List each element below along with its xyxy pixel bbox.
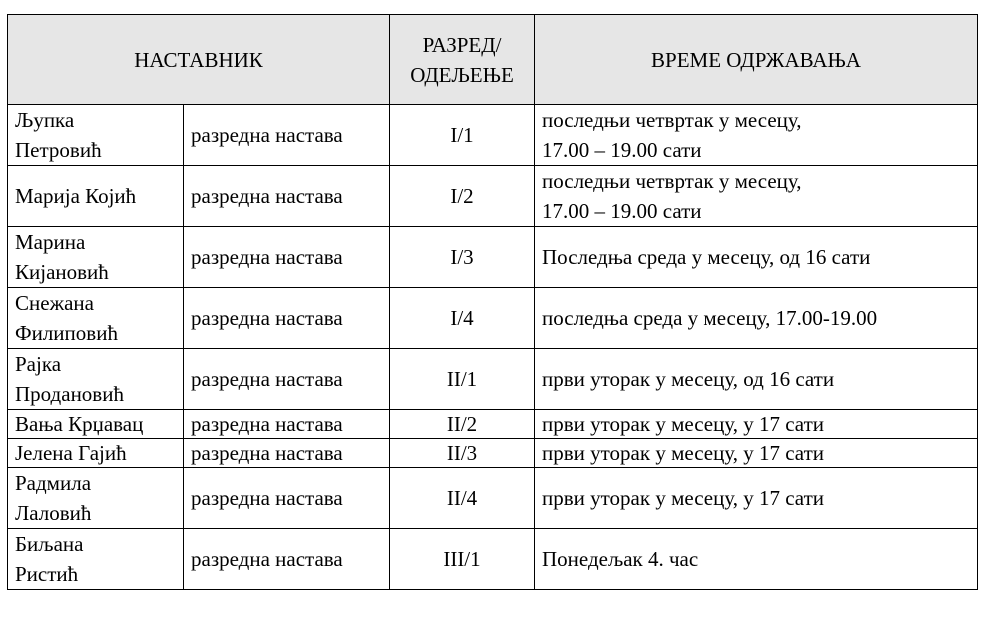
subject-cell: разредна настава <box>184 349 390 410</box>
table-body <box>8 105 978 590</box>
time-cell: последњи четвртак у месецу, 17.00 – 19.00 сати <box>535 166 978 227</box>
teacher-name: Рајка Продановић <box>8 349 184 410</box>
teacher-name: Вања Крџавац <box>8 410 184 439</box>
time-cell: последњи четвртак у месецу, 17.00 – 19.00 сати <box>535 105 978 166</box>
time-cell: први уторак у месецу, у 17 сати <box>535 468 978 529</box>
table-row <box>8 529 978 590</box>
subject-cell: разредна настава <box>184 529 390 590</box>
teacher-name: Марија Којић <box>8 166 184 227</box>
table-row <box>8 349 978 410</box>
time-cell: први уторак у месецу, од 16 сати <box>535 349 978 410</box>
table-row <box>8 105 978 166</box>
teacher-name: Биљана Ристић <box>8 529 184 590</box>
header-teacher: НАСТАВНИК <box>8 15 390 105</box>
grade-cell: I/3 <box>390 227 535 288</box>
grade-cell: I/2 <box>390 166 535 227</box>
subject-cell: разредна настава <box>184 105 390 166</box>
teacher-name: Љупка Петровић <box>8 105 184 166</box>
time-cell: Понедељак 4. час <box>535 529 978 590</box>
time-cell: Последња среда у месецу, од 16 сати <box>535 227 978 288</box>
subject-cell: разредна настава <box>184 468 390 529</box>
table-row <box>8 166 978 227</box>
table-header <box>8 15 978 105</box>
time-cell: последња среда у месецу, 17.00-19.00 <box>535 288 978 349</box>
table-row <box>8 288 978 349</box>
time-cell: први уторак у месецу, у 17 сати <box>535 439 978 468</box>
grade-cell: I/4 <box>390 288 535 349</box>
subject-cell: разредна настава <box>184 410 390 439</box>
consultation-schedule-table <box>7 14 978 590</box>
header-grade-line2: ОДЕЉЕЊЕ <box>410 62 514 87</box>
time-cell: први уторак у месецу, у 17 сати <box>535 410 978 439</box>
grade-cell: II/2 <box>390 410 535 439</box>
teacher-name: Снежана Филиповић <box>8 288 184 349</box>
teacher-name: Марина Кијановић <box>8 227 184 288</box>
subject-cell: разредна настава <box>184 227 390 288</box>
grade-cell: I/1 <box>390 105 535 166</box>
header-grade-line1: РАЗРЕД/ <box>422 32 502 57</box>
table-row <box>8 227 978 288</box>
table-row <box>8 410 978 439</box>
subject-cell: разредна настава <box>184 288 390 349</box>
header-grade <box>390 15 535 105</box>
grade-cell: II/1 <box>390 349 535 410</box>
teacher-name: Јелена Гајић <box>8 439 184 468</box>
grade-cell: III/1 <box>390 529 535 590</box>
table-row <box>8 439 978 468</box>
table-row <box>8 468 978 529</box>
subject-cell: разредна настава <box>184 439 390 468</box>
grade-cell: II/4 <box>390 468 535 529</box>
grade-cell: II/3 <box>390 439 535 468</box>
header-time: ВРЕМЕ ОДРЖАВАЊА <box>535 15 978 105</box>
subject-cell: разредна настава <box>184 166 390 227</box>
teacher-name: Радмила Лаловић <box>8 468 184 529</box>
